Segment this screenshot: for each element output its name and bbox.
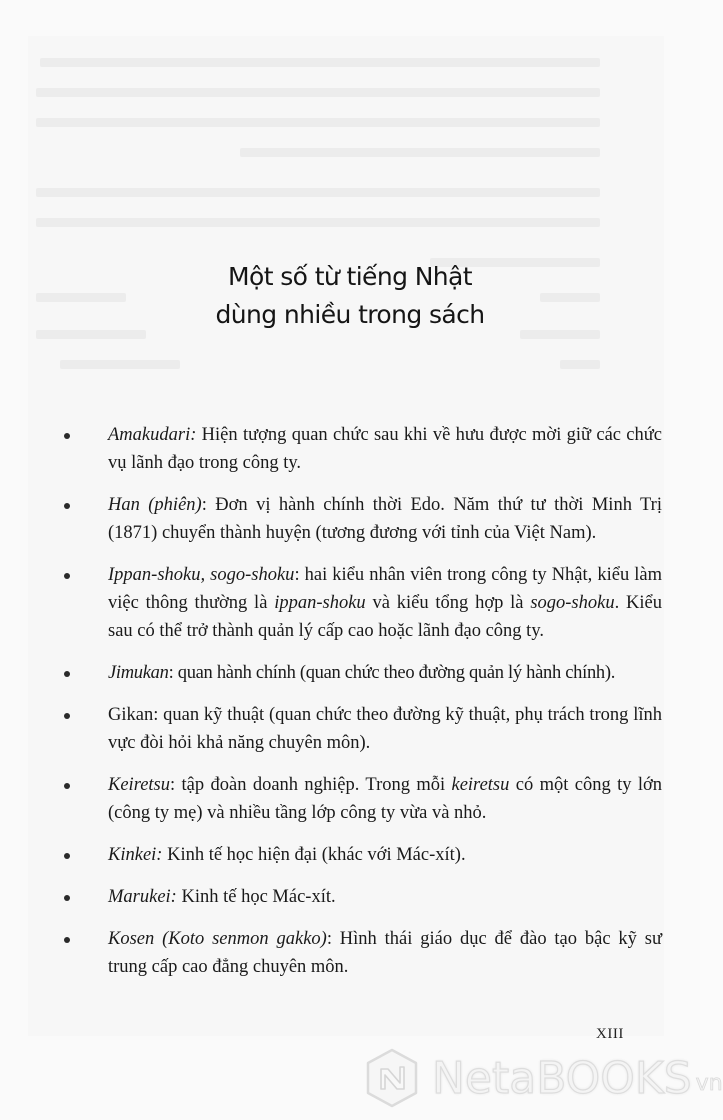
hexagon-n-logo-icon (364, 1047, 420, 1109)
bullet-icon (64, 433, 70, 439)
bullet-icon (64, 853, 70, 859)
glossary-item-ippan-shoku (0, 561, 662, 645)
bullet-icon (64, 503, 70, 509)
bullet-icon (64, 937, 70, 943)
glossary-item-gikan (0, 701, 662, 757)
glossary-term: Ippan-shoku, sogo-shoku (108, 565, 295, 585)
glossary-term: Kosen (Koto senmon gakko) (108, 929, 327, 949)
glossary-definition: : Đơn vị hành chính thời Edo. Năm thứ tư thời Minh Trị (1871) chuyển thành huyện (tương đương với tỉnh của Việt Nam). (108, 495, 662, 543)
bullet-icon (64, 573, 70, 579)
page-title (0, 258, 700, 334)
page-title-line-1: Một số từ tiếng Nhật (228, 262, 472, 291)
bullet-icon (64, 713, 70, 719)
glossary-term: Kinkei: (108, 845, 163, 865)
glossary-list (0, 421, 700, 995)
watermark-suffix: vn (695, 1071, 723, 1096)
watermark-brand: NetaBOOKS (432, 1052, 692, 1104)
page-number: XIII (596, 1026, 624, 1042)
glossary-definition: . Kiểu sau có thể trở thành quản lý cấp cao hoặc lãnh đạo công ty. (108, 593, 662, 641)
glossary-item-kosen (0, 925, 662, 981)
glossary-definition: và kiểu tổng hợp là (365, 593, 531, 613)
glossary-item-amakudari (0, 421, 662, 477)
glossary-definition: : Hình thái giáo dục để đào tạo bậc kỹ sư trung cấp cao đẳng chuyên môn. (108, 929, 662, 977)
glossary-item-keiretsu (0, 771, 662, 827)
glossary-definition: : quan hành chính (quan chức theo đường quản lý hành chính). (168, 663, 616, 683)
bullet-icon (64, 895, 70, 901)
glossary-definition: Kinh tế học hiện đại (khác với Mác-xít). (162, 845, 466, 865)
glossary-term: Marukei: (108, 887, 177, 907)
watermark (364, 1046, 723, 1110)
glossary-term: Gikan (108, 705, 154, 725)
glossary-item-han (0, 491, 662, 547)
glossary-definition: Hiện tượng quan chức sau khi về hưu được mời giữ các chức vụ lãnh đạo trong công ty. (108, 425, 662, 473)
glossary-emphasis: ippan-shoku (274, 593, 366, 613)
glossary-item-jimukan (0, 659, 662, 687)
bullet-icon (64, 671, 70, 677)
glossary-definition: : tập đoàn doanh nghiệp. Trong mỗi (170, 775, 452, 795)
glossary-definition: : hai kiểu nhân viên trong công ty Nhật, kiểu làm việc thông thường là (108, 565, 662, 613)
glossary-term: Han (phiên) (108, 495, 202, 515)
glossary-item-marukei (0, 883, 662, 911)
glossary-emphasis: keiretsu (451, 775, 510, 795)
glossary-term: Amakudari: (108, 425, 197, 445)
glossary-term: Jimukan (108, 663, 169, 683)
glossary-item-kinkei (0, 841, 662, 869)
glossary-definition: Kinh tế học Mác-xít. (176, 887, 336, 907)
page-title-line-2: dùng nhiều trong sách (215, 300, 485, 329)
glossary-definition: có một công ty lớn (công ty mẹ) và nhiều tầng lớp công ty vừa và nhỏ. (108, 775, 662, 823)
glossary-term: Keiretsu (108, 775, 171, 795)
glossary-emphasis: sogo-shoku (530, 593, 615, 613)
bullet-icon (64, 783, 70, 789)
glossary-definition: : quan kỹ thuật (quan chức theo đường kỹ thuật, phụ trách trong lĩnh vực đòi hỏi khả năng chuyên môn). (108, 705, 662, 753)
